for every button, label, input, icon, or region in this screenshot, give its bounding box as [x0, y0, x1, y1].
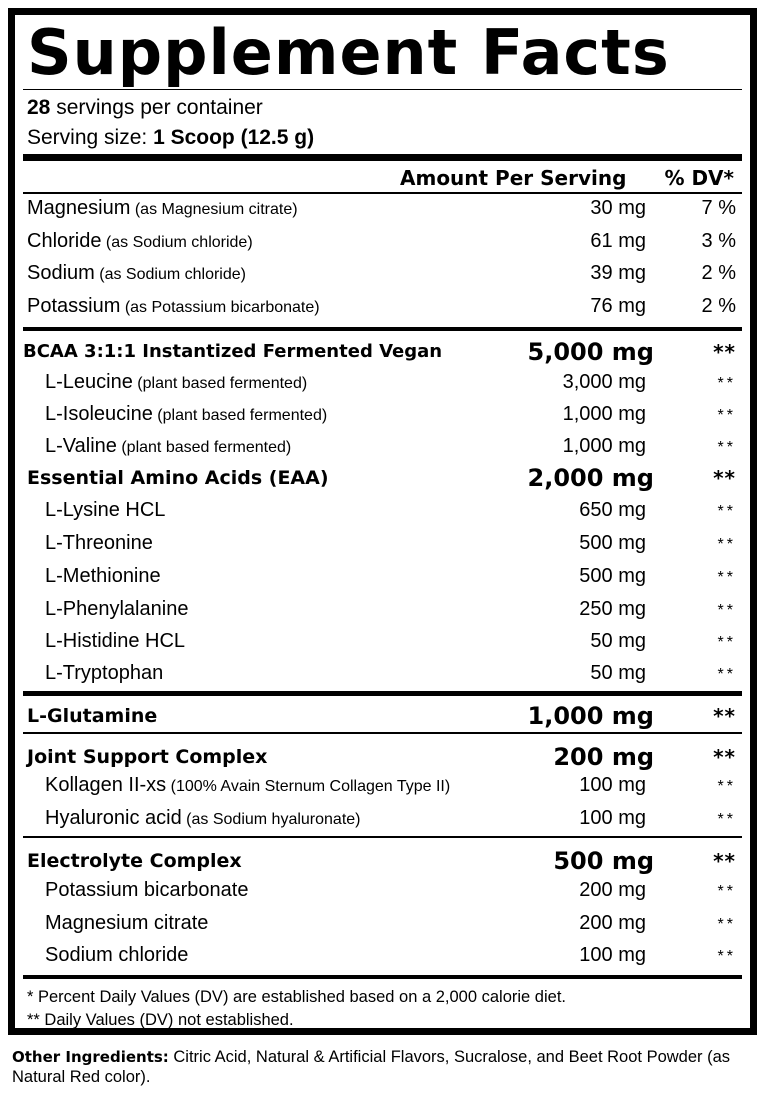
ingredient-amount: 200 mg	[579, 879, 646, 901]
ingredient-row-magnesium-citrate	[15, 908, 750, 940]
group-dv: **	[713, 340, 736, 364]
ingredient-name: Magnesium citrate	[45, 912, 209, 934]
nutrient-dv: 2 %	[701, 262, 736, 284]
ingredient-amount: 650 mg	[579, 499, 646, 521]
ingredient-dv: **	[717, 536, 736, 553]
ingredient-amount: 1,000 mg	[562, 435, 646, 457]
nutrient-dv: 2 %	[701, 295, 736, 317]
group-dv: **	[713, 466, 736, 490]
ingredient-name: L-Methionine	[45, 565, 161, 587]
ingredient-dv: **	[717, 439, 736, 456]
ingredient-dv: **	[717, 602, 736, 619]
serving-size: Serving size: 1 Scoop (12.5 g)	[27, 126, 315, 149]
ingredient-dv: **	[717, 811, 736, 828]
nutrient-row-sodium	[15, 258, 750, 290]
group-name: Essential Amino Acids (EAA)	[27, 467, 329, 489]
amount-per-serving-header: Amount Per Serving	[400, 166, 627, 190]
ingredient-amount: 100 mg	[579, 774, 646, 796]
ingredient-amount: 50 mg	[590, 662, 646, 684]
other-ingredients-label: Other Ingredients:	[12, 1048, 169, 1066]
servings-per-container: 28 servings per container	[27, 96, 263, 119]
nutrient-amount: 61 mg	[590, 230, 646, 252]
group-name: Joint Support Complex	[27, 746, 268, 768]
supplement-facts-panel	[8, 8, 757, 1035]
ingredient-name: Kollagen II-xs (100% Avain Sternum Collagen Type II)	[45, 774, 451, 796]
ingredient-amount: 250 mg	[579, 598, 646, 620]
nutrient-amount: 76 mg	[590, 295, 646, 317]
ingredient-dv: **	[717, 883, 736, 900]
section-divider	[23, 732, 742, 734]
thick-divider	[23, 154, 742, 161]
group-amount: 1,000 mg	[527, 702, 654, 730]
ingredient-name: Hyaluronic acid (as Sodium hyaluronate)	[45, 807, 361, 829]
ingredient-row-lysine	[15, 495, 750, 527]
ingredient-amount: 1,000 mg	[562, 403, 646, 425]
ingredient-dv: **	[717, 375, 736, 392]
nutrient-name: Magnesium (as Magnesium citrate)	[27, 197, 298, 219]
ingredient-row-hyaluronic-acid	[15, 803, 750, 835]
ingredient-row-threonine	[15, 528, 750, 560]
group-amount: 200 mg	[553, 743, 654, 771]
ingredient-dv: **	[717, 569, 736, 586]
group-name: Electrolyte Complex	[27, 850, 242, 872]
ingredient-row-methionine	[15, 561, 750, 593]
nutrient-name: Potassium (as Potassium bicarbonate)	[27, 295, 320, 317]
ingredient-amount: 200 mg	[579, 912, 646, 934]
ingredient-row-potassium-bicarbonate	[15, 875, 750, 907]
ingredient-row-valine	[15, 431, 750, 463]
ingredient-name: L-Isoleucine (plant based fermented)	[45, 403, 328, 425]
ingredient-row-isoleucine	[15, 399, 750, 431]
nutrient-amount: 39 mg	[590, 262, 646, 284]
section-divider	[23, 691, 742, 696]
ingredient-row-leucine	[15, 367, 750, 399]
ingredient-dv: **	[717, 948, 736, 965]
group-amount: 500 mg	[553, 847, 654, 875]
ingredient-row-phenylalanine	[15, 594, 750, 626]
group-row-bcaa	[15, 335, 750, 367]
ingredient-dv: **	[717, 778, 736, 795]
ingredient-amount: 50 mg	[590, 630, 646, 652]
group-dv: **	[713, 745, 736, 769]
ingredient-row-sodium-chloride	[15, 940, 750, 972]
nutrient-dv: 3 %	[701, 230, 736, 252]
nutrient-amount: 30 mg	[590, 197, 646, 219]
footnote-divider	[23, 975, 742, 979]
ingredient-name: L-Histidine HCL	[45, 630, 186, 652]
other-ingredients	[12, 1047, 732, 1087]
ingredient-dv: **	[717, 634, 736, 651]
group-dv: **	[713, 704, 736, 728]
ingredient-name: Potassium bicarbonate	[45, 879, 249, 901]
section-divider	[23, 327, 742, 331]
group-name: L-Glutamine	[27, 705, 158, 727]
group-row-electrolyte	[15, 844, 750, 876]
ingredient-amount: 500 mg	[579, 565, 646, 587]
footnote-not-established: ** Daily Values (DV) not established.	[27, 1011, 294, 1029]
ingredient-amount: 3,000 mg	[562, 371, 646, 393]
section-divider	[23, 836, 742, 838]
ingredient-row-kollagen	[15, 770, 750, 802]
group-dv: **	[713, 849, 736, 873]
ingredient-amount: 100 mg	[579, 807, 646, 829]
ingredient-name: L-Lysine HCL	[45, 499, 166, 521]
title-divider	[23, 89, 742, 90]
percent-dv-header: % DV*	[664, 166, 734, 190]
ingredient-name: L-Phenylalanine	[45, 598, 189, 620]
ingredient-name: L-Leucine (plant based fermented)	[45, 371, 308, 393]
panel-title: Supplement Facts	[27, 16, 670, 89]
group-row-eaa	[15, 461, 750, 493]
group-name: BCAA 3:1:1 Instantized Fermented Vegan	[23, 341, 443, 362]
ingredient-name: Sodium chloride	[45, 944, 189, 966]
ingredient-dv: **	[717, 407, 736, 424]
nutrient-row-chloride	[15, 226, 750, 258]
ingredient-dv: **	[717, 666, 736, 683]
group-row-joint-support	[15, 740, 750, 772]
nutrient-name: Sodium (as Sodium chloride)	[27, 262, 246, 284]
group-row-glutamine	[15, 699, 750, 731]
group-amount: 2,000 mg	[527, 464, 654, 492]
ingredient-amount: 100 mg	[579, 944, 646, 966]
footnote-daily-values: * Percent Daily Values (DV) are established based on a 2,000 calorie diet.	[27, 988, 566, 1006]
ingredient-row-histidine	[15, 626, 750, 658]
ingredient-name: L-Valine (plant based fermented)	[45, 435, 292, 457]
ingredient-dv: **	[717, 503, 736, 520]
ingredient-amount: 500 mg	[579, 532, 646, 554]
ingredient-dv: **	[717, 916, 736, 933]
nutrient-row-magnesium	[15, 193, 750, 225]
nutrient-row-potassium	[15, 291, 750, 323]
nutrient-name: Chloride (as Sodium chloride)	[27, 230, 253, 252]
nutrient-dv: 7 %	[701, 197, 736, 219]
ingredient-name: L-Tryptophan	[45, 662, 164, 684]
other-ingredients-text: Citric Acid, Natural & Artificial Flavors, Sucralose, and Beet Root Powder (as Natural Red color).	[12, 1048, 731, 1086]
group-amount: 5,000 mg	[527, 338, 654, 366]
ingredient-row-tryptophan	[15, 658, 750, 690]
ingredient-name: L-Threonine	[45, 532, 153, 554]
